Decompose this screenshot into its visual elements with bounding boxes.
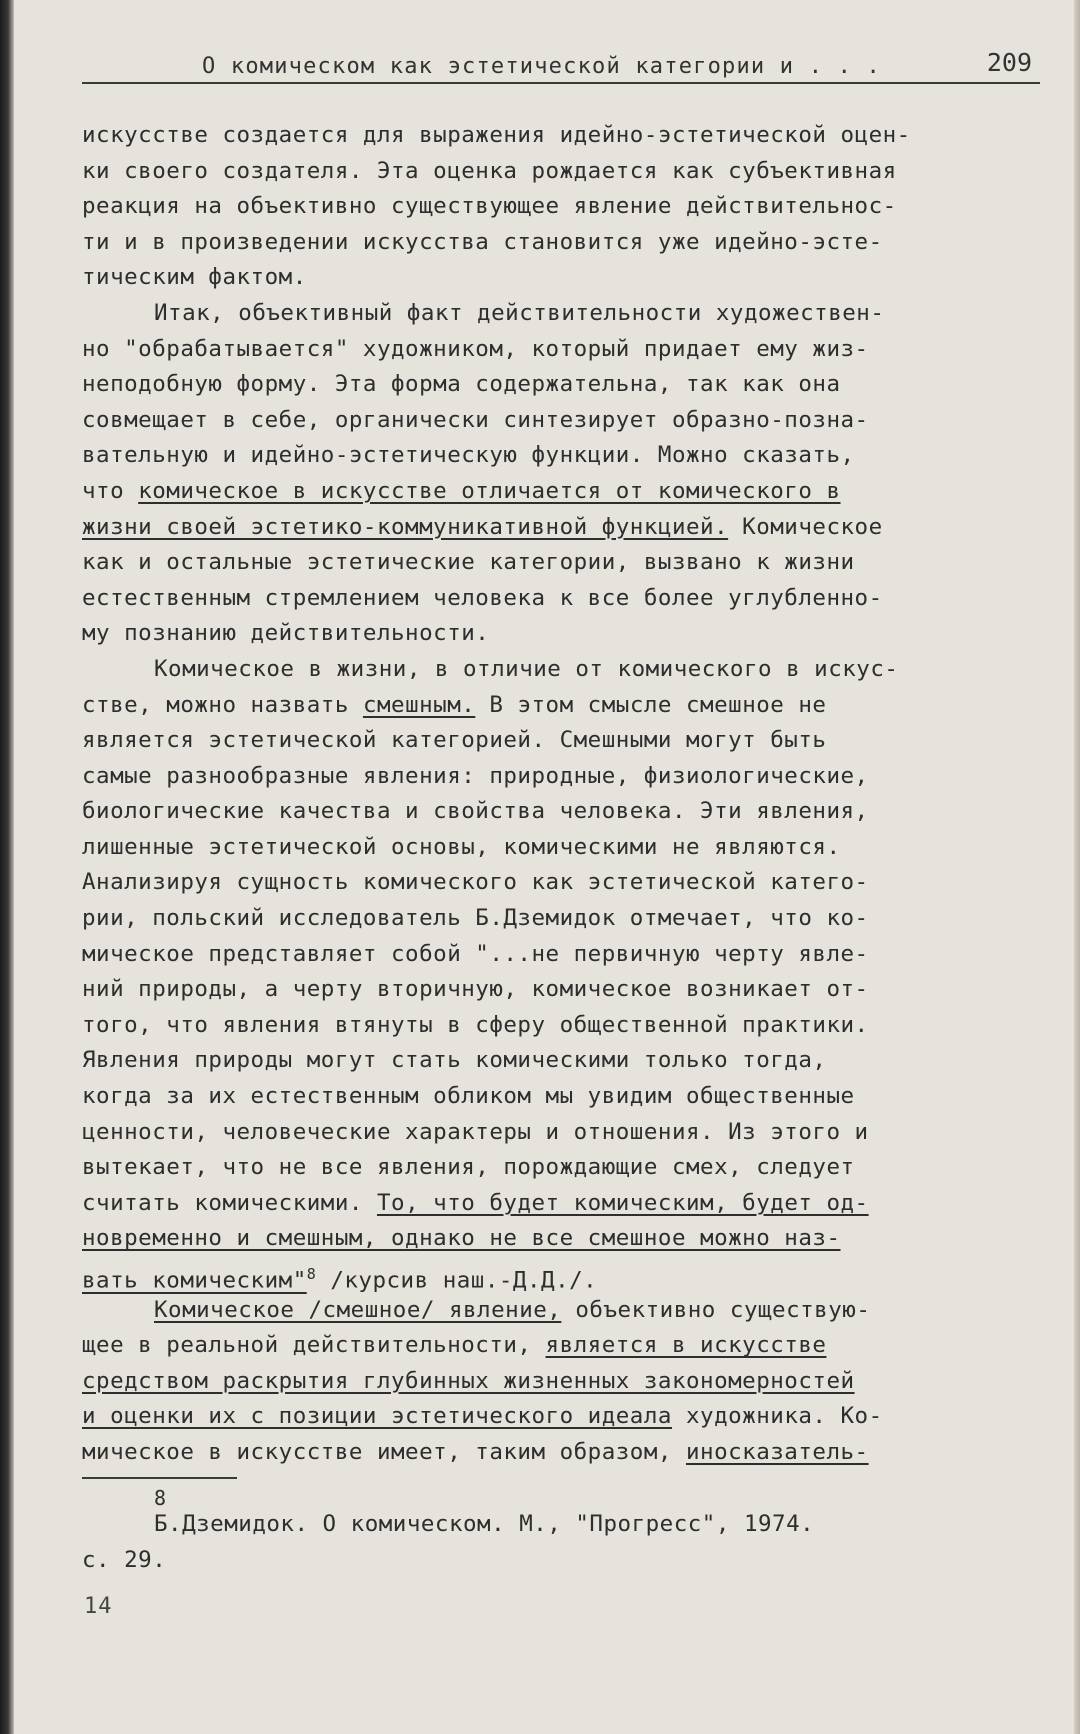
text-line: му познанию действительности. [82, 620, 490, 647]
text-line: ти и в произведении искусства становится уже идейно-эсте- [82, 228, 883, 255]
text-segment: что [82, 477, 139, 504]
text-line [82, 510, 1042, 546]
footnote-line: с. 29. [82, 1547, 167, 1573]
text-line [82, 1257, 1042, 1293]
text-line: рии, польский исследователь Б.Дземидок отмечает, что ко- [82, 905, 869, 932]
text-line: является эстетической категорией. Смешными могут быть [82, 727, 827, 754]
running-head: О комическом как эстетической категории и . . . [202, 54, 881, 79]
text-line: как и остальные эстетические категории, вызвано к жизни [82, 549, 855, 576]
underlined-text: Комическое /смешное/ явление, [154, 1296, 562, 1323]
text-line: биологические качества и свойства человека. Эти явления, [82, 798, 869, 825]
footnote-marker: 8 [154, 1486, 167, 1510]
underlined-text: средством раскрытия глубинных жизненных закономерностей [82, 1367, 855, 1394]
text-segment: объективно существую- [561, 1296, 871, 1323]
signature-mark: 14 [84, 1594, 113, 1619]
text-line [82, 1399, 1042, 1435]
text-segment: стве, можно назвать [82, 691, 363, 718]
book-binding-edge [0, 0, 14, 1734]
underlined-text: смешным. [362, 691, 476, 718]
text-line: Анализируя сущность комического как эстетической катего- [82, 869, 869, 896]
text-line [82, 1221, 1042, 1257]
body-text [82, 118, 1042, 1471]
text-line: мическое представляет собой "...не первичную черту явле- [82, 940, 869, 967]
text-line: того, что явления втянуты в сферу общественной практики. [82, 1011, 869, 1038]
underlined-text: является в искусстве [545, 1332, 827, 1359]
text-line: но "обрабатывается" художником, который придает ему жиз- [82, 335, 869, 362]
page-header [82, 48, 1040, 84]
text-line [82, 1186, 1042, 1222]
page-edge [1074, 0, 1080, 1734]
text-line: искусстве создается для выражения идейно-эстетической оцен- [82, 122, 911, 148]
footnote-divider [82, 1477, 237, 1479]
paragraph-start-line [82, 1293, 1042, 1329]
underlined-text: комическое в искусстве отличается от комического в [138, 477, 841, 504]
text-segment: щее в реальной действительности, [82, 1332, 546, 1359]
text-segment: Комическое [728, 513, 883, 540]
underlined-text: вать комическим" [82, 1267, 307, 1294]
page-number: 209 [986, 48, 1032, 77]
text-line: ний природы, а черту вторичную, комическое возникает от- [82, 976, 869, 1003]
text-segment: /курсив наш.-Д.Д./. [316, 1267, 598, 1294]
text-line: самые разнообразные явления: природные, физиологические, [82, 762, 869, 789]
text-line: вательную и идейно-эстетическую функции. Можно сказать, [82, 442, 855, 469]
text-line: тическим фактом. [82, 264, 307, 291]
text-segment: считать комическими. [82, 1189, 377, 1216]
text-line [82, 1435, 1042, 1471]
text-line: ценности, человеческие характеры и отношения. Из этого и [82, 1118, 869, 1145]
text-line [82, 1328, 1042, 1364]
text-line: совмещает в себе, органически синтезирует образно-позна- [82, 406, 869, 433]
text-segment: мическое в искусстве имеет, таким образом, [82, 1438, 686, 1465]
underlined-text: жизни своей эстетико-коммуникативной функцией. [82, 513, 729, 540]
underlined-text: новременно и смешным, однако не все смешное можно наз- [82, 1225, 841, 1252]
footnote [82, 1488, 1042, 1578]
text-segment: В этом смысле смешное не [475, 691, 827, 718]
text-line: естественным стремлением человека к все более углубленно- [82, 584, 883, 611]
text-line: ки своего создателя. Эта оценка рождается как субъективная [82, 157, 897, 184]
footnote-line: Б.Дземидок. О комическом. М., "Прогресс", 1974. [154, 1511, 815, 1537]
underlined-text: и оценки их с позиции эстетического идеала [82, 1403, 672, 1430]
text-line: реакция на объективно существующее явление действительнос- [82, 193, 897, 220]
text-line [82, 688, 1042, 724]
text-line [82, 474, 1042, 510]
text-line: Явления природы могут стать комическими только тогда, [82, 1047, 827, 1074]
footnote-ref: 8 [306, 1265, 317, 1283]
paragraph-start-line: Комическое в жизни, в отличие от комического в искус- [154, 655, 899, 682]
paragraph-start-line: Итак, объективный факт действительности художествен- [154, 299, 885, 326]
underlined-text: иносказатель- [685, 1438, 869, 1465]
text-segment: художника. Ко- [671, 1403, 883, 1430]
text-line [82, 1364, 1042, 1400]
text-line: неподобную форму. Эта форма содержательна, так как она [82, 371, 841, 398]
text-line: вытекает, что не все явления, порождающие смех, следует [82, 1154, 855, 1181]
text-line: когда за их естественным обликом мы увидим общественные [82, 1083, 855, 1110]
underlined-text: То, что будет комическим, будет од- [376, 1189, 869, 1216]
text-line: лишенные эстетической основы, комическими не являются. [82, 833, 841, 860]
